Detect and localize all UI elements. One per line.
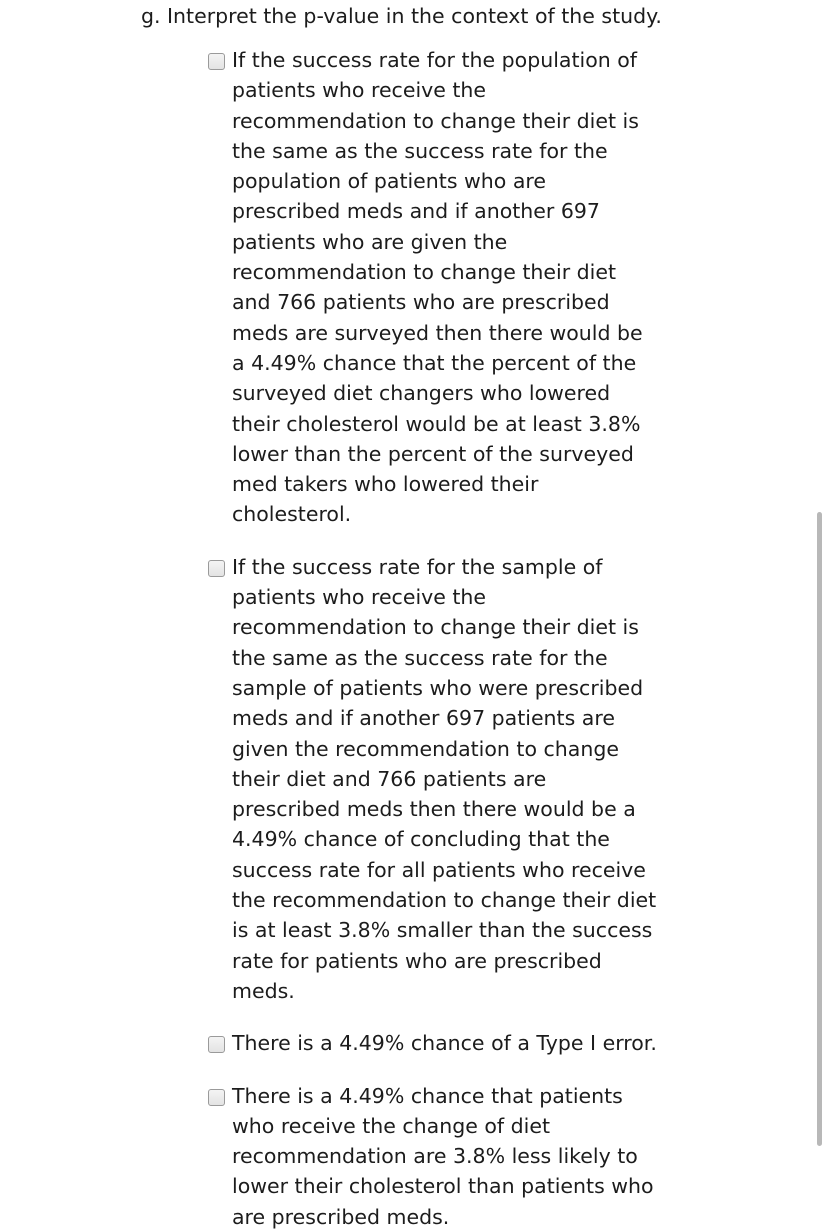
checkbox-icon[interactable] [208,1036,225,1053]
option-sample-interpretation[interactable] [208,552,660,1006]
option-population-interpretation[interactable] [208,45,660,530]
scrollbar-track[interactable] [817,0,825,1146]
question-header [0,0,828,30]
scrollbar-thumb[interactable] [817,512,822,1146]
checkbox-icon[interactable] [208,1089,225,1106]
checkbox-icon[interactable] [208,53,225,70]
option-label: If the success rate for the population of patients who receive the recommendation to change their diet is the same as the success rate for the population of patients who are prescribed meds and if another 697 patients who are given the recommendation to change their diet and 766 patients who are prescribed meds are surveyed then there would be a 4.49% chance that the percent of the surveyed diet changers who lowered their cholesterol would be at least 3.8% lower than the percent of the surveyed med takers who lowered their cholesterol. [232,48,643,527]
checkbox-icon[interactable] [208,560,225,577]
option-label: If the success rate for the sample of patients who receive the recommendation to change their diet is the same as the success rate for the sample of patients who were prescribed meds and if another 697 patients are given the recommendation to change their diet and 766 patients are prescribed meds then there would be a 4.49% chance of concluding that the success rate for all patients who receive the recommendation to change their diet is at least 3.8% smaller than the success rate for patients who are prescribed meds. [232,554,657,1003]
answer-options-list [0,30,828,1232]
option-type-i-error[interactable] [208,1028,660,1058]
question-letter: g. [141,4,161,28]
page-title: Interpret the p-value in the context of the study. [167,4,662,28]
option-label: There is a 4.49% chance of a Type I error. [232,1031,657,1056]
option-chance-less-likely[interactable] [208,1081,660,1232]
option-label: There is a 4.49% chance that patients who receive the change of diet recommendation are 3.8% less likely to lower their cholesterol than patients who are prescribed meds. [232,1083,654,1229]
